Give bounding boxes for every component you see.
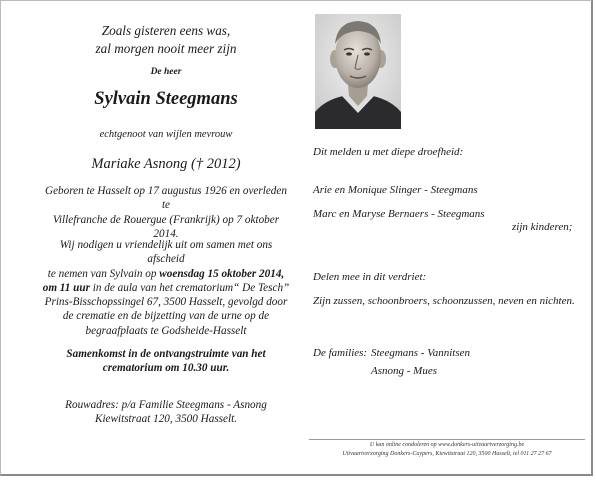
- birth-death-line-1: Geboren te Hasselt op 17 augustus 1926 en overleden te: [45, 185, 287, 212]
- address-line-1: Rouwadres: p/a Familie Steegmans - Asnong: [65, 399, 267, 411]
- gathering-line-1: Samenkomst in de ontvangstruimte van het: [66, 348, 266, 360]
- share-grief: Delen mee in dit verdriet:: [313, 271, 427, 283]
- invitation-line-4: Prins-Bisschopssingel 67, 3500 Hasselt, gevolgd door: [44, 296, 288, 309]
- address-line-2: Kiewitstraat 120, 3500 Hasselt.: [94, 413, 238, 426]
- invitation-date: woensdag 15 oktober 2014,: [159, 267, 285, 280]
- children-label: zijn kinderen;: [512, 221, 573, 233]
- family-1: Steegmans - Vannitsen: [371, 347, 470, 359]
- invitation-time: om 11 uur: [42, 281, 90, 294]
- poem-line-2: zal morgen nooit meer zijn: [95, 41, 237, 56]
- child-1: Arie en Monique Slinger - Steegmans: [313, 184, 478, 196]
- invitation-line-6: begraafplaats te Godsheide-Hasselt: [85, 324, 247, 337]
- invitation-line-3b: in de aula van het crematorium“ De Tesch”: [89, 281, 290, 294]
- deceased-photo: [315, 14, 401, 129]
- birth-death-line-2: Villefranche de Rouergue (Frankrijk) op 7 oktober 2014.: [52, 213, 280, 240]
- poem-line-1: Zoals gisteren eens was,: [101, 23, 231, 38]
- gathering-line-2: crematorium om 10.30 uur.: [102, 362, 230, 375]
- invitation-line-5: de crematie en de bijzetting van de urne op de: [62, 310, 270, 323]
- mourning-address: [41, 398, 291, 427]
- invitation-line-1: Wij nodigen u vriendelijk uit om samen met ons afscheid: [59, 239, 273, 266]
- spouse-intro: echtgenoot van wijlen mevrouw: [99, 129, 233, 140]
- family-2: Asnong - Mues: [371, 365, 437, 377]
- footer-undertaker: Uitvaartverzorging Donkers-Cuypers, Kiewitstraat 120, 3500 Hasselt, tel 011 27 27 67: [342, 451, 552, 457]
- invitation-line-2a: te nemen van Sylvain op: [47, 267, 160, 280]
- child-2: Marc en Maryse Bernaers - Steegmans: [313, 208, 485, 220]
- deceased-name: Sylvain Steegmans: [94, 89, 238, 109]
- honorific: De heer: [150, 67, 182, 77]
- birth-death-info: [41, 184, 291, 241]
- footer-divider: [309, 439, 585, 440]
- gathering-info: [41, 347, 291, 376]
- announcement: Dit melden u met diepe droefheid:: [313, 146, 464, 158]
- families-label: De families:: [313, 347, 368, 359]
- footer-condolence: U kan online condoleren op www.donkers-uitvaartverzorging.be: [369, 442, 525, 448]
- spouse-name: Mariake Asnong († 2012): [91, 156, 241, 172]
- relatives: Zijn zussen, schoonbroers, schoonzussen, neven en nichten.: [313, 295, 575, 307]
- invitation-text: [41, 238, 291, 338]
